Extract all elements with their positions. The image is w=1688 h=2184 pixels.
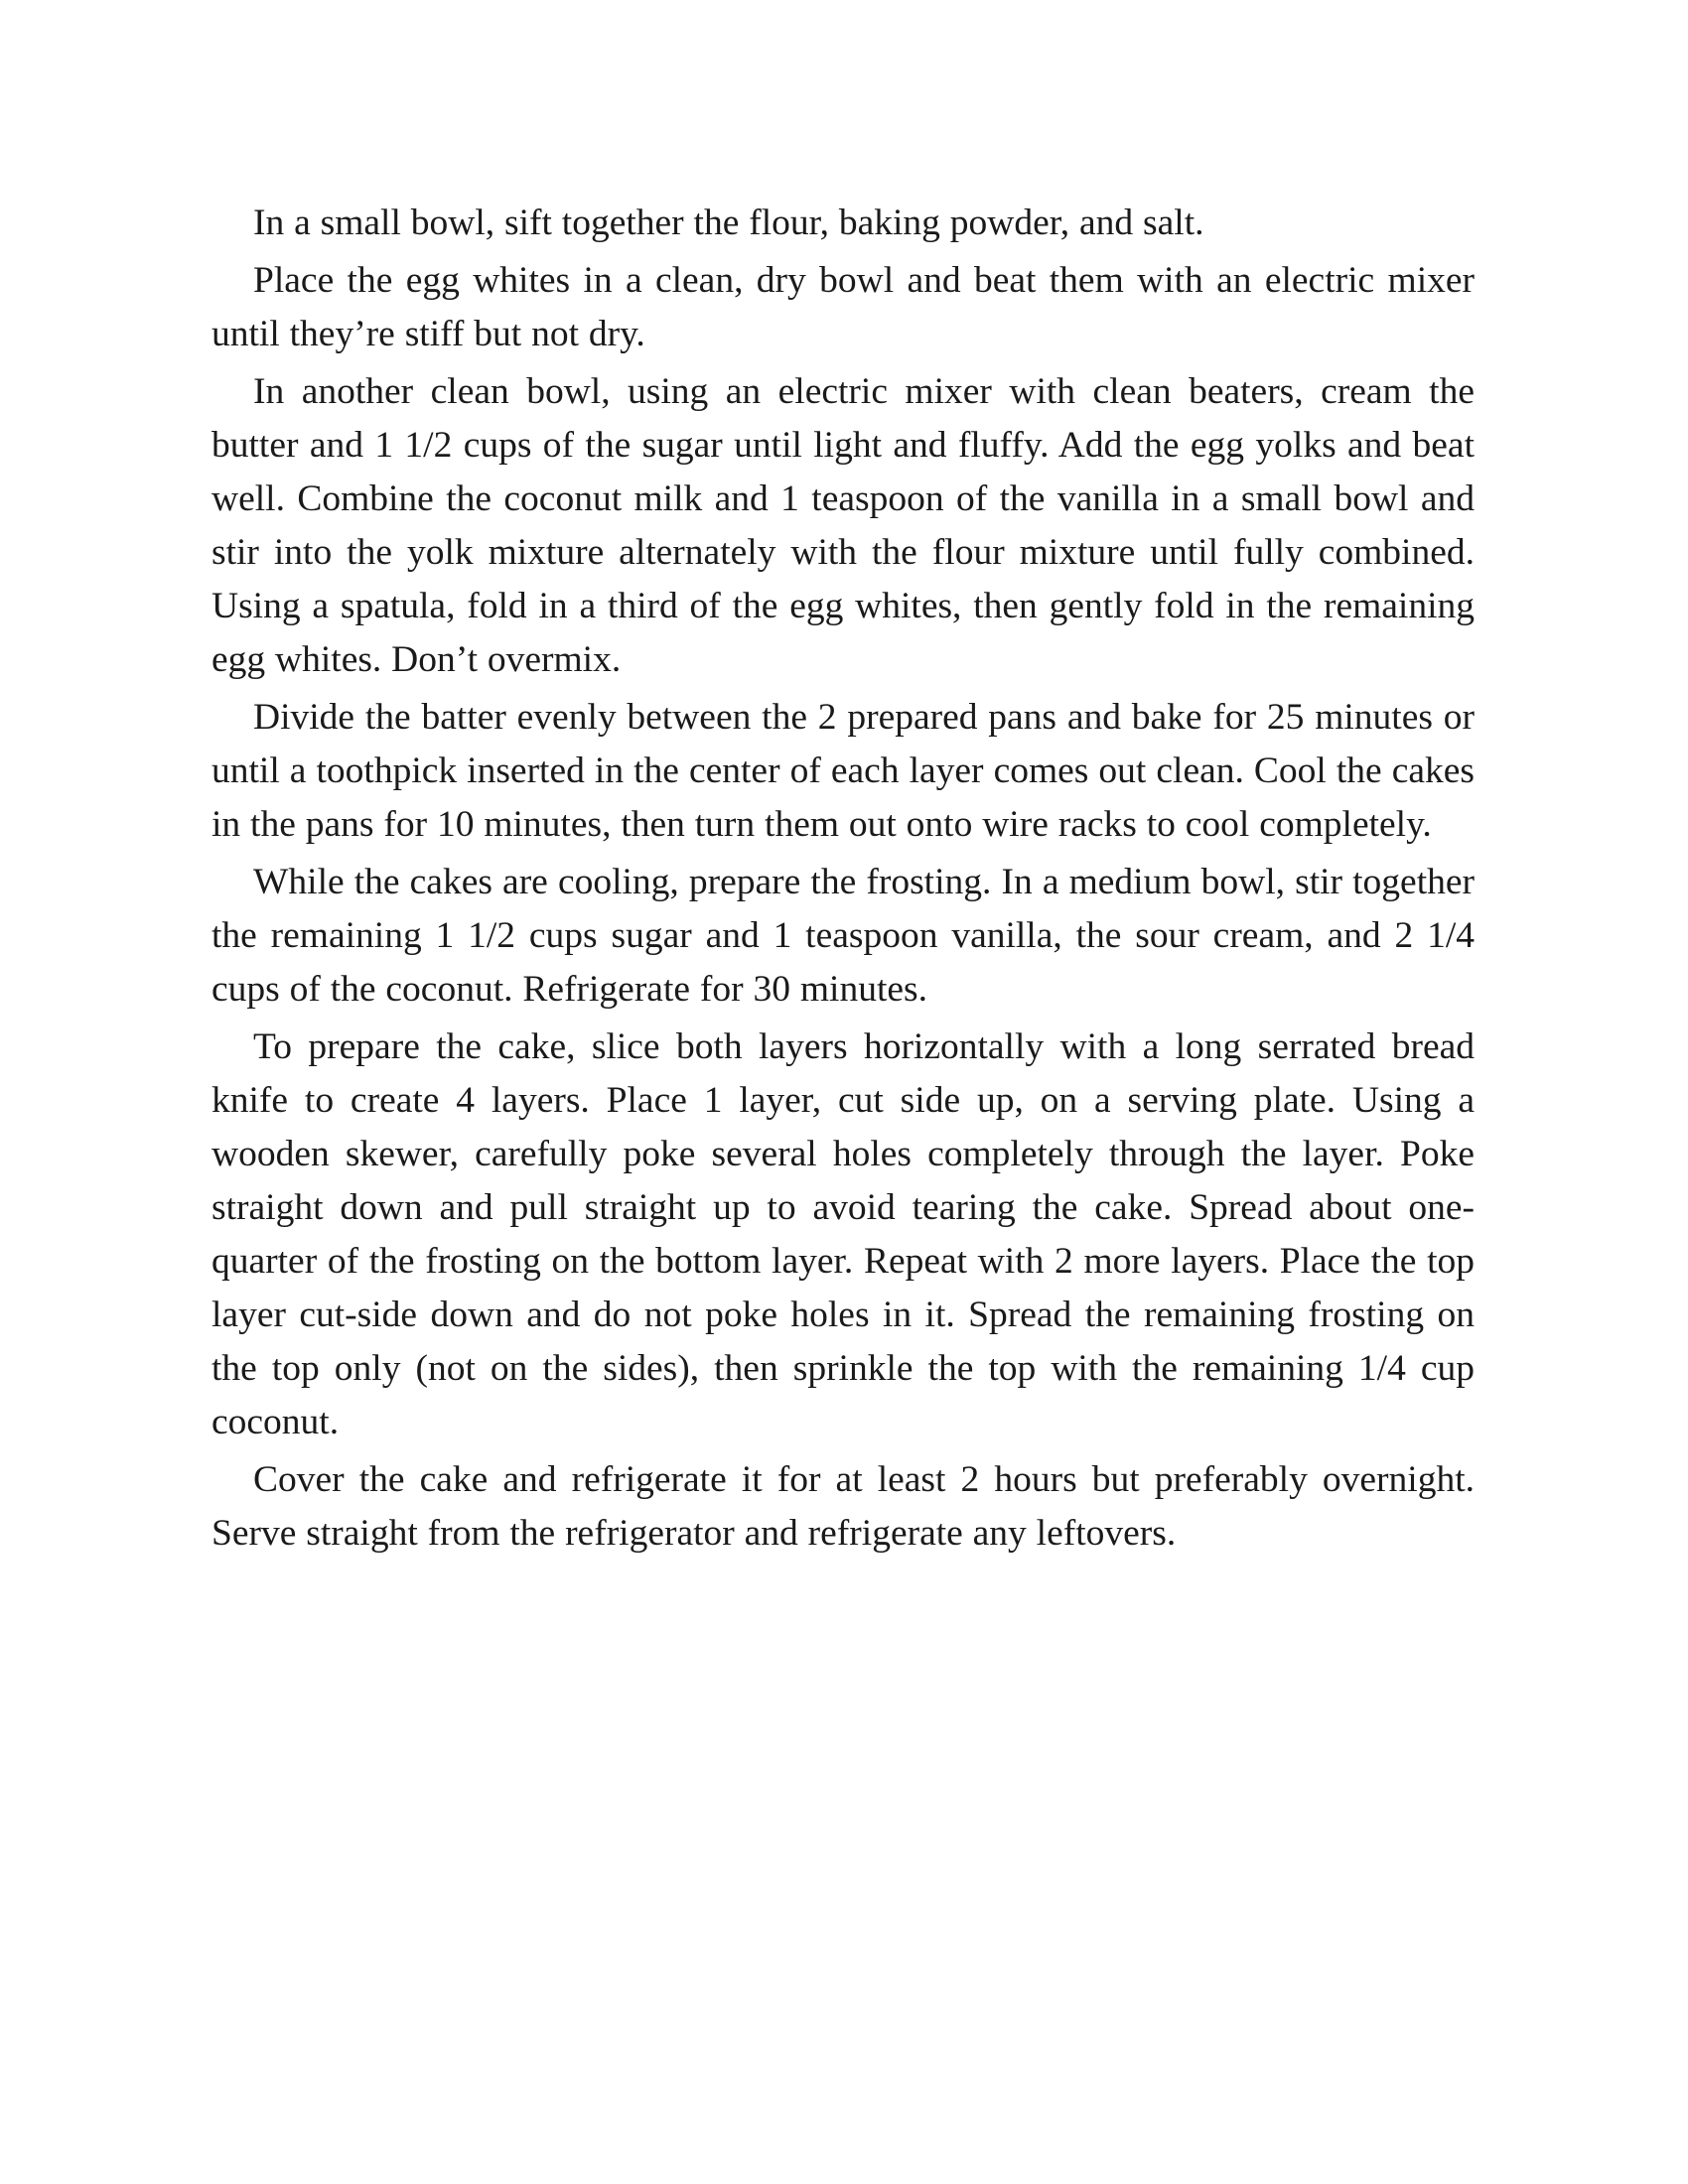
step-assemble-cake: To prepare the cake, slice both layers horizontally with a long serrated bread knife to create 4 layers. Place 1 layer, cut side up, on a serving plate. Using a wooden skewer, carefully poke several holes completely through the layer. Poke straight down and pull straight up to avoid tearing the cake. Spread about one-quarter of the frosting on the bottom layer. Repeat with 2 more layers. Place the top layer cut-side down and do not poke holes in it. Spread the remaining frosting on the top only (not on the sides), then sprinkle the top with the remaining 1/4 cup coconut. <box>211 1026 1475 1442</box>
step-prepare-frosting: While the cakes are cooling, prepare the frosting. In a medium bowl, stir together the remaining 1 1/2 cups sugar and 1 teaspoon vanilla, the sour cream, and 2 1/4 cups of the coconut. Refrigerate for 30 minutes. <box>211 862 1475 1010</box>
step-refrigerate-serve: Cover the cake and refrigerate it for at least 2 hours but preferably overnight. Serve straight from the refrigerator and refrigerate any leftovers. <box>211 1459 1475 1554</box>
step-beat-egg-whites: Place the egg whites in a clean, dry bowl and beat them with an electric mixer until they’re stiff but not dry. <box>211 260 1475 354</box>
step-bake-layers: Divide the batter evenly between the 2 prepared pans and bake for 25 minutes or until a toothpick inserted in the center of each layer comes out clean. Cool the cakes in the pans for 10 minutes, then turn them out onto wire racks to cool completely. <box>211 697 1475 845</box>
step-sift-dry-ingredients: In a small bowl, sift together the flour, baking powder, and salt. <box>253 203 1204 243</box>
recipe-page <box>211 197 1475 1565</box>
step-cream-butter-sugar: In another clean bowl, using an electric mixer with clean beaters, cream the butter and 1 1/2 cups of the sugar until light and fluffy. Add the egg yolks and beat well. Combine the coconut milk and 1 teaspoon of the vanilla in a small bowl and stir into the yolk mixture alternately with the flour mixture until fully combined. Using a spatula, fold in a third of the egg whites, then gently fold in the remaining egg whites. Don’t overmix. <box>211 371 1475 680</box>
